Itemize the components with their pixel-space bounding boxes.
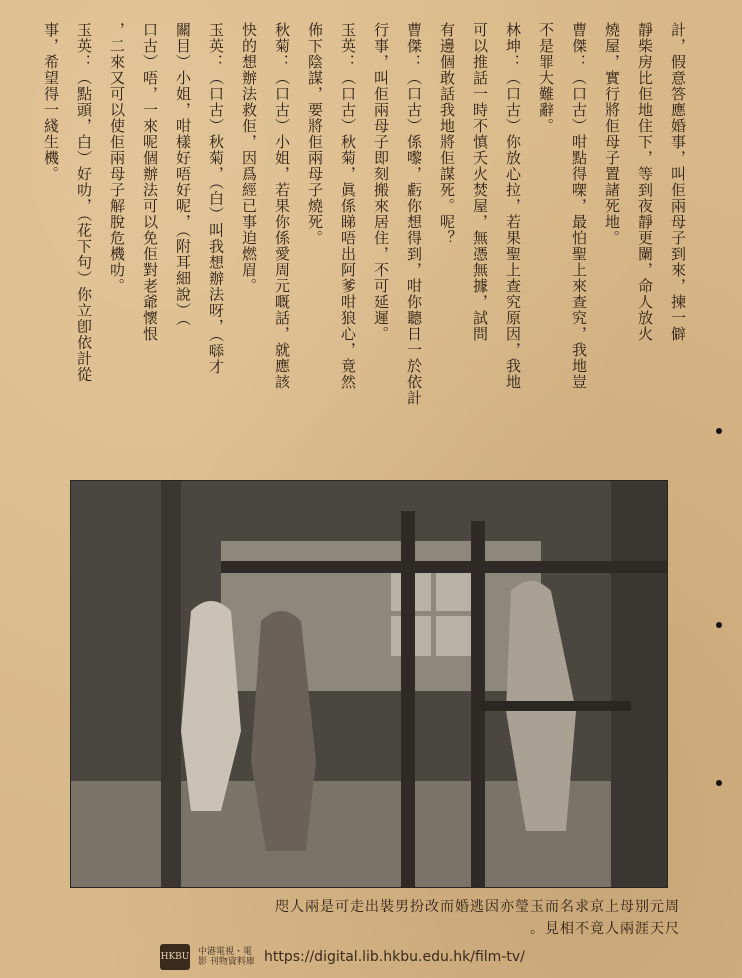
library-logo-icon: HKBU (160, 944, 190, 970)
binding-hole (716, 622, 722, 628)
script-column: 快的想辦法救佢，因爲經已事迫燃眉。 (240, 22, 258, 294)
script-column: 玉英：（口古）秋菊，（白）叫我想辦法呀，（𠻹才 (207, 22, 225, 375)
script-column: 燒屋，實行將佢母子置諸死地。 (603, 22, 621, 246)
script-column: 關目）小姐，咁樣好唔好呢，（附耳細說）（ (174, 22, 192, 327)
script-column: 行事，叫佢兩母子即刻搬來居住，不可延遲。 (372, 22, 390, 342)
script-column: 玉英：（口古）秋菊，眞係睇唔出阿爹咁狼心，竟然 (339, 22, 357, 390)
script-column: 口古）唔，一來呢個辦法可以免佢對老爺懷恨 (141, 22, 159, 342)
source-url: https://digital.lib.hkbu.edu.hk/film-tv/ (264, 949, 525, 965)
binding-hole (716, 428, 722, 434)
script-column: 靜柴房比佢地住下，等到夜靜更闌，命人放火 (636, 22, 654, 342)
photo-caption-line1: 周元別母上京求名而玉瑩亦因逃婚而改扮男裝出走可是兩人咫 (275, 899, 680, 915)
script-column: 玉英：（點頭，白）好叻，（花下句）你立卽依計從 (75, 22, 93, 383)
library-logo-text: 中港電視・電影 刊物資料庫 (198, 947, 255, 967)
script-column: ，二來又可以使佢兩母子解脫危機叻。 (108, 22, 126, 294)
stage-photo-illustration (71, 481, 667, 887)
script-column: 林坤：（口古）你放心拉，若果聖上查究原因，我地 (504, 22, 522, 390)
script-column: 有邊個敢話我地將佢謀死。呢？ (438, 22, 456, 246)
script-column: 事，希望得一綫生機。 (42, 22, 60, 182)
script-column: 可以推話一時不慎夭火焚屋，無憑無據，試問 (471, 22, 489, 342)
script-column: 不是罪大難辭。 (537, 22, 555, 134)
script-column: 曹傑：（口古）咁點得㗎，最怕聖上來查究，我地豈 (570, 22, 588, 390)
footer-watermark (160, 944, 525, 970)
script-column: 曹傑：（口古）係嚟，虧你想得到，咁你聽日一於依計 (405, 22, 423, 406)
photo-caption-line2: 尺天涯兩人竟不相見。 (530, 921, 680, 937)
script-text-block (40, 22, 700, 462)
script-column: 秋菊：（口古）小姐，若果你係愛周元嘅話，就應該 (273, 22, 291, 390)
binding-hole (716, 780, 722, 786)
script-column: 計，假意答應婚事，叫佢兩母子到來，揀一僻 (669, 22, 687, 342)
stage-photo (70, 480, 668, 888)
script-column: 佈下陰謀，要將佢兩母子燒死。 (306, 22, 324, 246)
